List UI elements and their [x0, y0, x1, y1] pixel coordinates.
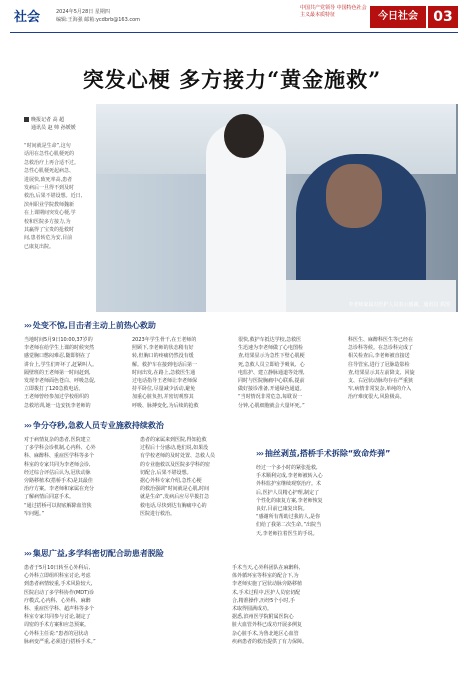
text-line: 李老师在给学生上课的时候突然	[24, 345, 95, 352]
section-heading-text: 抽丝剥茧,搭桥手术拆除“致命炸弹”	[264, 449, 391, 458]
article-column-7	[256, 464, 458, 544]
lede-line: 救治,后果不堪设想。近日,	[24, 193, 83, 200]
text-line: 王老师曾经参加过学校组织的	[24, 394, 90, 401]
text-line: 解。救护车在接到电话后第一	[132, 361, 198, 368]
text-line: 的救治强调“时间就是心肌,时间	[140, 486, 210, 493]
text-line: 科室专家共同参与讨论,制定了	[24, 614, 91, 621]
photo-doctor-head	[224, 114, 264, 158]
text-line: 窄,病情非常复杂,单纯的介入	[348, 386, 412, 393]
section-heading-4	[24, 548, 164, 559]
article-column-8	[24, 564, 224, 672]
text-line: 生迅速为李老师做了心电图检	[238, 345, 304, 352]
text-line: 脉病变严重,必须进行搭桥手术。”	[24, 638, 96, 645]
text-line: 旁路移植术(搭桥手术)是其最佳	[24, 478, 93, 485]
triple-chevron-icon: ›››	[24, 321, 31, 330]
news-photo	[96, 104, 458, 312]
text-line: 医院进行救治。	[140, 510, 176, 517]
section-heading-text: 处变不惊,目击者主动上前热心救助	[32, 321, 156, 330]
triple-chevron-icon: ›››	[256, 449, 263, 458]
text-line: 时间出发,在路上,急救医生通	[132, 369, 196, 376]
article-column-2	[132, 336, 232, 416]
text-line: 做好接诊准备,开通绿色通道。	[238, 386, 305, 393]
lede-line: 校和医院多方接力,为	[24, 218, 71, 225]
text-line: 过程后十分感动,他们说,如果没	[140, 445, 209, 452]
text-line: 据心外科专家介绍,急性心梗	[140, 478, 202, 485]
text-line: 经过综合评估后认为,冠状动脉	[24, 469, 91, 476]
text-line: 感觉胸口憋闷难忍,随即倒在了	[24, 353, 91, 360]
page-number: 03	[428, 6, 458, 28]
text-line: 支、右冠状动脉均存在严重狭	[348, 378, 414, 385]
text-line: 相关检查后,李老师被直接送	[348, 353, 410, 360]
text-line: 很快,救护车抵达学校,急救医	[238, 337, 302, 343]
triple-chevron-icon: ›››	[24, 549, 31, 558]
text-line: 体外循环室等科室的配合下,为	[232, 573, 299, 580]
article-column-1	[24, 336, 126, 416]
text-line: “当时情况非常危急,每耽误一	[238, 394, 303, 401]
headline: 突发心梗 多方接力“黄金施救”	[82, 67, 382, 92]
text-line: 合,精准操作,历经5个小时,手	[232, 597, 295, 604]
text-line: 立即拨打了120急救电话。	[24, 386, 84, 393]
text-line: 当地时间5月9日10:00,37岁的	[24, 337, 93, 343]
text-line: 脏大血管外科已成功开展多例复	[232, 622, 303, 629]
text-line: 科医生、麻醉科医生等已经在	[348, 337, 414, 343]
text-line: 手术顺利完成,李老师被转入心	[256, 473, 323, 480]
lede-line: “时间就是生命”,这句	[24, 143, 71, 149]
text-line: 窄问题。”	[24, 510, 45, 517]
text-line: 同时与医院胸痛中心联系,提前	[238, 378, 305, 385]
lede-line: 急性心肌梗死起病急、	[24, 168, 75, 175]
text-line: 科、重症医学科、超声科等多个	[24, 606, 95, 613]
text-line: 电监护、建立静脉通道等处理,	[238, 369, 305, 376]
text-line: 患者的家属来到医院,得知抢救	[140, 437, 207, 443]
text-line: 对于病情复杂的患者,医院建立	[24, 437, 91, 443]
article-column-4	[348, 336, 458, 436]
lede-line: 其赢得了宝贵的抢救时	[24, 227, 75, 234]
article-column-6	[140, 436, 250, 542]
article-column-9	[232, 564, 458, 672]
byline-reporter: 晚报记者 高 超	[31, 117, 65, 123]
text-line: 据悉,滨州医学院附属医院心	[232, 614, 294, 621]
text-line: 的专业施救以及医院多学科的密	[140, 461, 211, 468]
square-icon	[24, 117, 29, 122]
text-line: 患者于5月10日转至心外科后,	[24, 565, 91, 571]
text-line: 发现李老师面色苍白、呼吸急促,	[24, 378, 96, 385]
text-line: 切配合,后果不堪设想。	[140, 469, 192, 476]
text-line: 讲台上,学生们吓坏了,赶紧叫人。	[24, 361, 98, 368]
text-line: 外科监护室继续观察治疗。术	[256, 481, 322, 488]
text-line: 加重心脏负担,并密切观察其	[132, 394, 194, 401]
text-line: 周密的手术方案和应急预案。	[24, 622, 90, 629]
text-line: 了解病情后同意手术。	[24, 494, 75, 501]
text-line: 科、麻醉科、重症医学科等多个	[24, 453, 95, 460]
section-heading-text: 争分夺秒,急救人员专业施救持续救治	[32, 421, 164, 430]
text-line: 术取得圆满成功。	[232, 606, 273, 613]
lede-line: 发病后一旦得不到及时	[24, 185, 75, 192]
text-line: 呼吸、脉搏变化,为后续的抢救	[132, 402, 199, 409]
lede-line: 在上课期间突发心梗,学	[24, 210, 76, 217]
text-line: 李老师实施了冠状动脉旁路移植	[232, 581, 303, 588]
text-line: 死,急救人员立即给予吸氧、心	[238, 361, 305, 368]
text-line: 个性化的康复方案,李老师恢复	[256, 497, 323, 504]
lede-line: 滨州职业学院教师魏新	[24, 201, 75, 208]
text-line: 到患者病情较重,手术风险较大,	[24, 581, 93, 588]
lede	[24, 142, 84, 251]
section-heading-text: 集思广益,多学科密切配合助患者脱险	[32, 549, 164, 558]
section-tag: 社会	[14, 10, 41, 25]
header-rule	[10, 32, 458, 33]
text-line: 转,但胸口的疼痛仍然没有缓	[132, 353, 194, 360]
photo-patient-head	[326, 164, 382, 228]
byline	[24, 116, 76, 132]
text-line: “通过搭桥可以彻底解除血管狭	[24, 502, 92, 509]
text-line: 急诊科等候。在急诊科完成了	[348, 345, 414, 352]
section-heading-1	[24, 320, 156, 331]
brand-logo: 今日社会	[370, 6, 426, 28]
text-line: 了多学科会诊机制,心内科、心外	[24, 445, 96, 452]
text-line: 过电话指导王老师让李老师保	[132, 378, 198, 385]
text-line: 隔壁班的王老师第一时间赶到,	[24, 369, 91, 376]
text-line: 经过一个多小时的紧张抢救,	[256, 465, 318, 471]
byline-correspondents: 通讯员 赵 帅 孙媛媛	[31, 125, 76, 131]
photo-caption: 李老师家属对医护人员表示感谢。通讯员 供图	[348, 302, 450, 308]
text-line: 就是生命”,发病后应尽早拨打急	[140, 494, 210, 501]
lede-line: 话用在急性心肌梗死的	[24, 151, 75, 158]
text-line: 治疗难度很大,风险极高。	[348, 394, 405, 401]
text-line: 术,手术过程中,医护人员密切配	[232, 589, 301, 596]
text-line: 2023年学生骨干,在王老师的	[132, 337, 197, 343]
lede-line: 急救治疗上再合适不过。	[24, 159, 80, 166]
text-line: 查,结果显示为急性下壁心肌梗	[238, 353, 305, 360]
article-column-3	[238, 336, 342, 416]
section-heading-2	[24, 420, 164, 431]
lede-line: 已康复出院。	[24, 243, 55, 250]
text-line: 查,结果显示其左前降支、回旋	[348, 369, 415, 376]
text-line: 心外科主任说:“患者的冠状动	[24, 630, 89, 637]
text-line: 疾病患者的救治提供了有力保障。	[232, 638, 308, 645]
lede-line: 进展快,致死率高,患者	[24, 176, 73, 183]
date-line: 2024年5月28日 星期四	[56, 9, 110, 15]
text-line: 疗模式,心内科、心外科、麻醉	[24, 597, 91, 604]
text-line: 医院启动了多学科协作(MDT)诊	[24, 589, 95, 596]
editor-line: 编辑:王海强 邮箱:ycdbrb@163.com	[56, 17, 141, 23]
text-line: 们给了我第二次生命。”出院当	[256, 522, 322, 529]
text-line: 天,李老师拉着医生的手说。	[256, 530, 318, 537]
text-line: 分钟,心肌细胞就会大量坏死。”	[238, 402, 305, 409]
lede-line: 间,患者转危为安,目前	[24, 235, 73, 242]
text-line: 救电话,尽快到达有胸痛中心的	[140, 502, 207, 509]
text-line: 良好,目前已康复出院。	[256, 506, 308, 513]
text-line: 急救培训,她一边安抚李老师的	[24, 402, 91, 409]
text-line: 往导管室,进行了冠脉造影检	[348, 361, 410, 368]
text-line: 照顾下,李老师的状态稍有好	[132, 345, 194, 352]
triple-chevron-icon: ›››	[24, 421, 31, 430]
masthead	[0, 0, 464, 34]
text-line: 手术当天,心外科团队在麻醉科、	[232, 565, 304, 571]
text-line: 心外科立即组织科室讨论,考虑	[24, 573, 91, 580]
text-line: 持平卧位,尽量减少活动,避免	[132, 386, 196, 393]
article-column-5	[24, 436, 134, 542]
text-line: 科室的专家共同为李老师会诊,	[24, 461, 91, 468]
section-heading-3	[256, 448, 390, 459]
text-line: 杂心脏手术,为鲁北地区心血管	[232, 630, 299, 637]
text-line: 有学校老师的及时处置、急救人员	[140, 453, 216, 460]
text-line: 治疗方案。李老师和家属在充分	[24, 486, 95, 493]
text-line: “感谢所有帮助过我的人,是你	[256, 514, 321, 521]
text-line: 后,医护人员精心护理,制定了	[256, 489, 320, 496]
slogan: 中国共产党领导 中国特色社会主义最本质特征	[300, 5, 367, 18]
